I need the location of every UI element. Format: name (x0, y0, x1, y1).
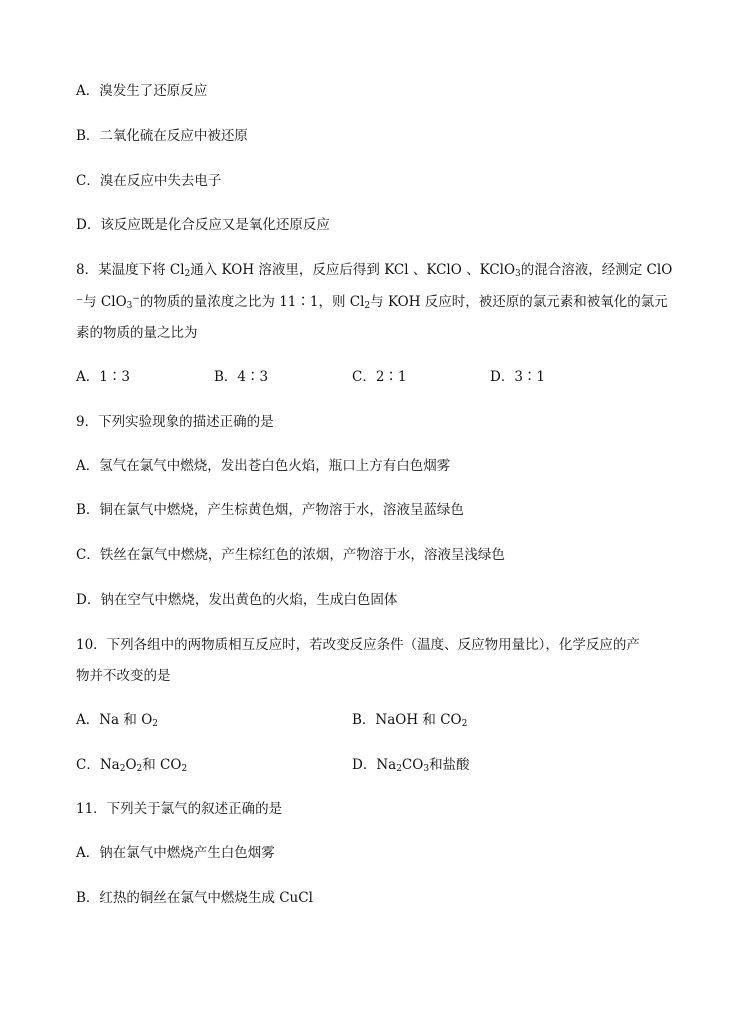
q9-option-c: C．铁丝在氯气中燃烧，产生棕红色的浓烟，产物溶于水，溶液呈浅绿色 (76, 547, 505, 563)
q8-option-a: A．1∶3 (76, 369, 130, 385)
q10-stem-line-1: 10．下列各组中的两物质相互反应时，若改变反应条件（温度、反应物用量比），化学反应的产 (76, 637, 640, 653)
q9-option-a: A．氢气在氯气中燃烧，发出苍白色火焰，瓶口上方有白色烟雾 (76, 458, 451, 474)
q10-option-a: A．Na 和 $O_2$ (76, 712, 158, 729)
q8-stem-line-3: 素的物质的量之比为 (76, 325, 198, 341)
q10-stem-line-2: 物并不改变的是 (76, 668, 171, 684)
q9-stem: 9．下列实验现象的描述正确的是 (76, 414, 274, 430)
q10-option-c: C．$Na_2O_2$和 $CO_2$ (76, 757, 188, 774)
q8-stem-line-2: ⁻与 ClO$_3$−的物质的量浓度之比为 11∶1，则 $Cl_2$与 KOH 反应时，被还原的氯元素和被氧化的氯元 (76, 294, 668, 311)
q7-option-b: B．二氧化硫在反应中被还原 (76, 128, 248, 144)
q9-option-b: B．铜在氯气中燃烧，产生棕黄色烟，产物溶于水，溶液呈蓝绿色 (76, 502, 464, 518)
q8-option-d: D．3∶1 (490, 369, 546, 385)
q7-option-d: D．该反应既是化合反应又是氧化还原反应 (76, 217, 330, 233)
q11-option-b: B．红热的铜丝在氯气中燃烧生成 CuCl (76, 890, 313, 906)
q7-option-a: A．溴发生了还原反应 (76, 83, 208, 99)
q7-option-c: C．溴在反应中失去电子 (76, 173, 222, 189)
q8-stem-line-1: 8．某温度下将 $Cl_2$通入 KOH 溶液里，反应后得到 KCl 、KClO 、KClO$_3$的混合溶液，经测定 ClO (76, 262, 673, 279)
q10-option-b: B．NaOH 和 $CO_2$ (352, 712, 468, 729)
q8-option-b: B．4∶3 (214, 369, 269, 385)
q8-option-c: C．2∶1 (352, 369, 407, 385)
q11-stem: 11．下列关于氯气的叙述正确的是 (76, 801, 283, 817)
q11-option-a: A．钠在氯气中燃烧产生白色烟雾 (76, 845, 275, 861)
q9-option-d: D．钠在空气中燃烧，发出黄色的火焰，生成白色固体 (76, 592, 398, 608)
q10-option-d: D．$Na_2CO_3$和盐酸 (352, 757, 470, 774)
